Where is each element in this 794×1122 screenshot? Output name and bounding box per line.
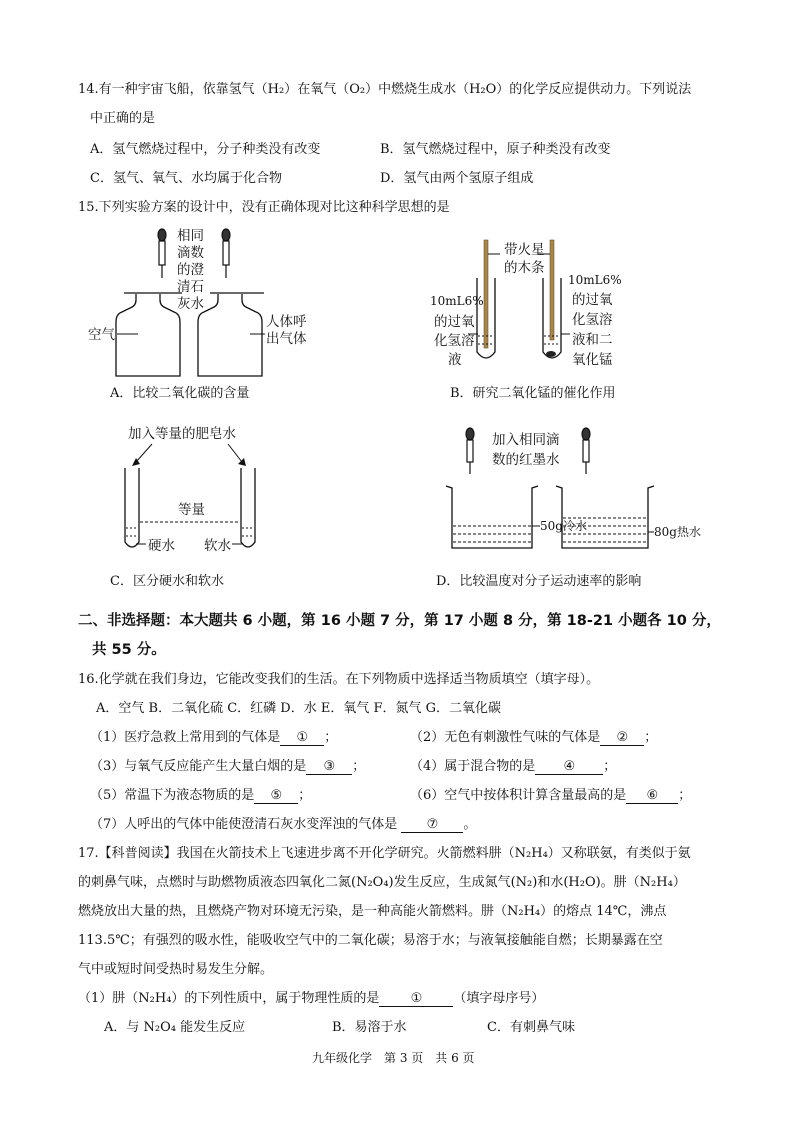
q14-option-b: B．氢气燃烧过程中，原子种类没有改变 bbox=[380, 142, 611, 157]
dropper-icon bbox=[466, 428, 474, 474]
fig-b-right-label-2: 的过氧 bbox=[572, 292, 613, 308]
fig-d-right-label: 80g热水 bbox=[654, 525, 701, 539]
fig-a-drop-label-3: 的澄 bbox=[177, 262, 204, 278]
q14-option-c: C．氢气、氧气、水均属于化合物 bbox=[90, 171, 282, 186]
dropper-icon bbox=[582, 428, 590, 474]
fig-b-right-label-3: 化氢溶 bbox=[572, 312, 613, 328]
fig-c-top-label: 加入等量的肥皂水 bbox=[128, 426, 236, 442]
q16-item-4: （4）属于混合物的是 ④ ； bbox=[410, 759, 617, 774]
wooden-splint-left bbox=[484, 240, 488, 348]
q16-item-2: （2）无色有刺激性气味的气体是 ② ； bbox=[410, 730, 658, 745]
beaker-cold-water bbox=[446, 486, 538, 548]
fig-b-left-label-4: 液 bbox=[448, 352, 462, 368]
q16-blank-4[interactable]: ④ bbox=[535, 760, 603, 775]
fig-b-left-label-2: 的过氧 bbox=[434, 314, 475, 330]
fig-b-top-label-2: 的木条 bbox=[504, 260, 545, 276]
figure-d-beakers bbox=[440, 422, 701, 562]
beaker-hot-water bbox=[556, 486, 654, 548]
q16-item-5: （5）常温下为液态物质的是 ⑤ ； bbox=[90, 788, 312, 803]
fig-a-caption: A．比较二氧化碳的含量 bbox=[110, 386, 250, 401]
fig-d-caption: D．比较温度对分子运动速率的影响 bbox=[436, 574, 642, 589]
page-footer: 九年级化学 第 3 页 共 6 页 bbox=[312, 1051, 475, 1065]
q16-blank-6[interactable]: ⑥ bbox=[626, 789, 678, 804]
fig-b-top-label-1: 带火星 bbox=[504, 242, 545, 258]
fig-c-caption: C．区分硬水和软水 bbox=[110, 574, 224, 589]
q16-blank-7[interactable]: ⑦ bbox=[401, 818, 463, 833]
fig-c-right-label: 软水 bbox=[204, 538, 231, 554]
dropper-icon bbox=[222, 229, 230, 278]
fig-a-drop-label-2: 滴数 bbox=[177, 245, 204, 261]
figure-c-hard-soft-water bbox=[100, 420, 290, 560]
fig-a-drop-label-4: 清石 bbox=[177, 279, 204, 295]
q16-item-1: （1）医疗急救上常用到的气体是 ① ； bbox=[90, 730, 338, 745]
fig-a-right-label-2: 出气体 bbox=[266, 331, 307, 347]
fig-b-left-label-1: 10mL6% bbox=[430, 294, 484, 308]
q17-line1: 17.【科普阅读】我国在火箭技术上飞速进步离不开化学研究。火箭燃料肼（N₂H₄）又称联氨，有类似于氨 bbox=[78, 846, 691, 861]
q17-option-c: C．有刺鼻气味 bbox=[487, 1020, 575, 1035]
q17-line5: 气中或短时间受热时易发生分解。 bbox=[78, 962, 274, 977]
fig-c-mid-label: 等量 bbox=[178, 502, 205, 518]
q15-stem: 15.下列实验方案的设计中，没有正确体现对比这种科学思想的是 bbox=[78, 200, 450, 215]
q14-option-d: D．氢气由两个氢原子组成 bbox=[380, 171, 534, 186]
fig-a-drop-label-5: 灰水 bbox=[177, 296, 204, 312]
fig-d-left-label: 50g冷水 bbox=[540, 519, 587, 533]
q16-blank-3[interactable]: ③ bbox=[306, 760, 352, 775]
fig-a-right-label-1: 人体呼 bbox=[266, 314, 307, 330]
q16-item-7: （7）人呼出的气体中能使澄清石灰水变浑浊的气体是 ⑦ 。 bbox=[90, 817, 477, 832]
figure-b-test-tubes bbox=[420, 230, 660, 380]
test-tube-hard-water bbox=[125, 468, 139, 547]
q14-stem-line2: 中正确的是 bbox=[90, 111, 156, 126]
q16-item-3: （3）与氧气反应能产生大量白烟的是 ③ ； bbox=[90, 759, 366, 774]
fig-c-left-label: 硬水 bbox=[148, 538, 175, 554]
fig-d-top-label-2: 数的红墨水 bbox=[492, 452, 560, 468]
q17-option-a: A．与 N₂O₄ 能发生反应 bbox=[104, 1020, 246, 1035]
q17-line2: 的刺鼻气味，点燃时与助燃物质液态四氧化二氮(N₂O₄)发生反应，生成氮气(N₂)和水(H₂O)。肼（N₂H₄） bbox=[78, 875, 686, 890]
fig-d-top-label-1: 加入相同滴 bbox=[492, 432, 560, 448]
fig-b-right-label-5: 氧化锰 bbox=[572, 352, 613, 368]
fig-b-caption: B．研究二氧化锰的催化作用 bbox=[450, 386, 616, 401]
fig-b-right-label-4: 液和二 bbox=[572, 332, 613, 348]
section2-title-line2: 共 55 分。 bbox=[92, 642, 166, 658]
q16-item-6: （6）空气中按体积计算含量最高的是 ⑥ ； bbox=[410, 788, 692, 803]
q17-line4: 113.5℃；有强烈的吸水性，能吸收空气中的二氧化碳；易溶于水；与液氧接触能自燃；长期暴露在空 bbox=[78, 933, 663, 948]
q17-sub1: （1）肼（N₂H₄）的下列性质中，属于物理性质的是 ① （填字母序号） bbox=[78, 991, 545, 1006]
q14-stem-line1: 14.有一种宇宙飞船，依靠氢气（H₂）在氧气（O₂）中燃烧生成水（H₂O）的化学反应提供动力。下列说法 bbox=[78, 82, 692, 97]
q17-blank-1[interactable]: ① bbox=[379, 992, 453, 1007]
fig-a-drop-label-1: 相同 bbox=[177, 228, 204, 244]
q16-stem: 16.化学就在我们身边，它能改变我们的生活。在下列物质中选择适当物质填空（填字母）。 bbox=[78, 672, 600, 687]
fig-b-right-label-1: 10mL6% bbox=[568, 273, 622, 287]
fig-a-left-label: 空气 bbox=[88, 327, 115, 343]
q16-blank-1[interactable]: ① bbox=[280, 731, 324, 746]
figure-a-gas-bottles bbox=[80, 222, 320, 382]
q16-blank-5[interactable]: ⑤ bbox=[254, 789, 298, 804]
section2-title-line1: 二、非选择题：本大题共 6 小题，第 16 小题 7 分，第 17 小题 8 分，第 18-21 小题各 10 分， bbox=[78, 613, 721, 629]
dropper-icon bbox=[158, 229, 166, 278]
fig-b-left-label-3: 化氢溶 bbox=[434, 333, 475, 349]
wooden-splint-right bbox=[550, 240, 554, 340]
q17-line3: 燃烧放出大量的热，且燃烧产物对环境无污染，是一种高能火箭燃料。肼（N₂H₄）的熔点 14℃，沸点 bbox=[78, 904, 667, 919]
q17-option-b: B．易溶于水 bbox=[332, 1020, 407, 1035]
q16-blank-2[interactable]: ② bbox=[600, 731, 644, 746]
q14-option-a: A．氢气燃烧过程中，分子种类没有改变 bbox=[90, 142, 321, 157]
test-tube-soft-water bbox=[241, 468, 255, 547]
q16-options: A．空气 B．二氧化硫 C．红磷 D．水 E．氧气 F．氮气 G．二氧化碳 bbox=[96, 701, 501, 716]
